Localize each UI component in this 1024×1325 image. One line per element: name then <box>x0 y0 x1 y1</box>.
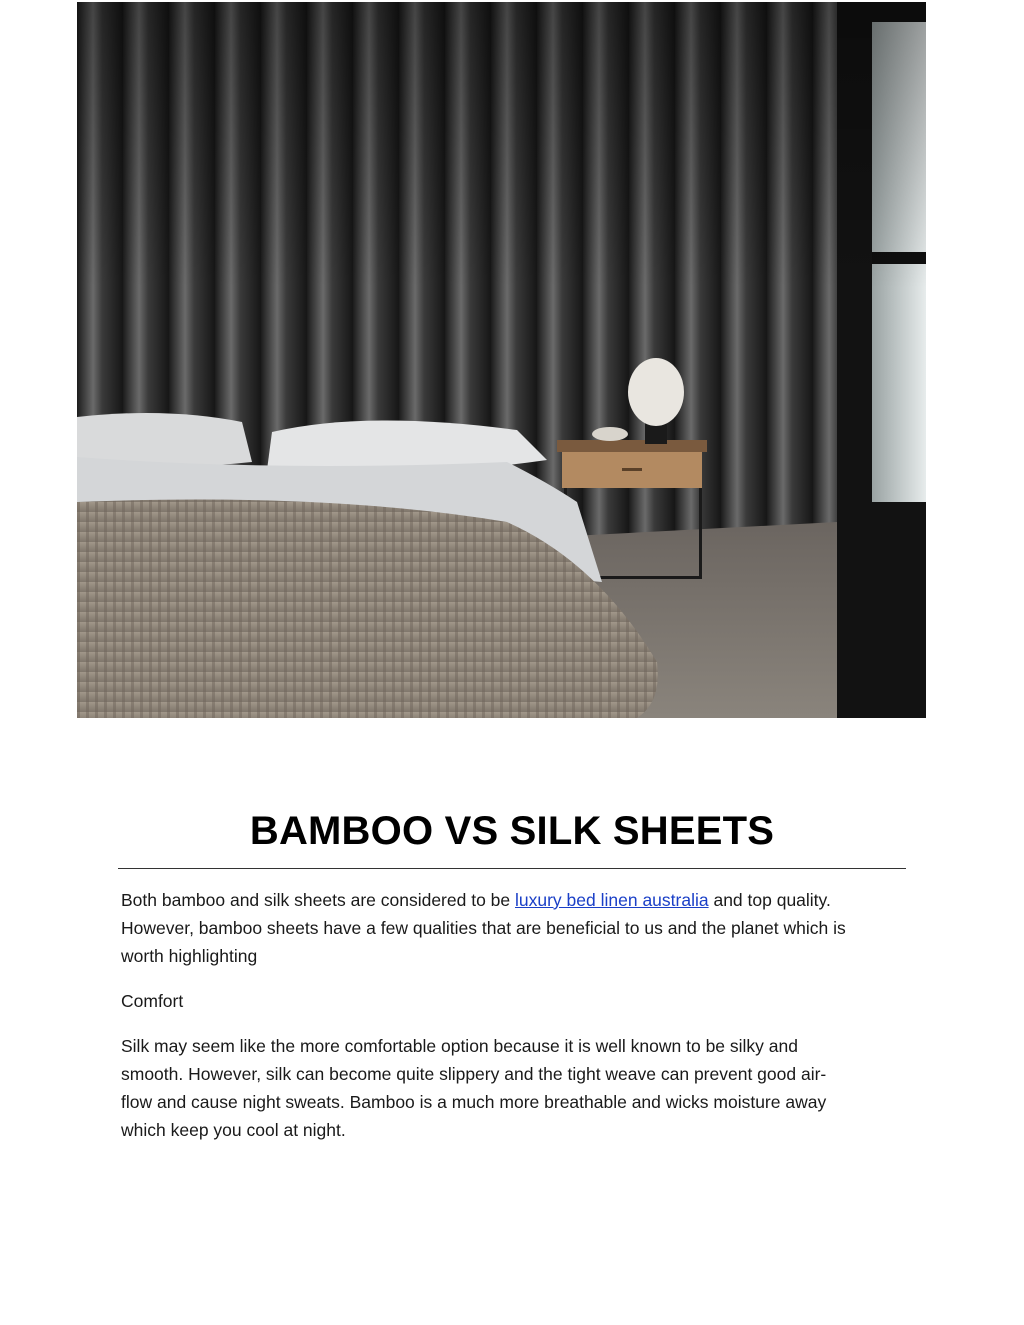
intro-text-end: and top quality. <box>708 890 831 910</box>
intro-line-3: worth highlighting <box>121 946 258 966</box>
comfort-line-4: which keep you cool at night. <box>121 1120 346 1140</box>
comfort-paragraph <box>121 1032 901 1144</box>
comfort-line-2: smooth. However, silk can become quite slippery and the tight weave can prevent good air- <box>121 1064 827 1084</box>
intro-paragraph <box>121 886 901 970</box>
comfort-line-3: flow and cause night sweats. Bamboo is a much more breathable and wicks moisture away <box>121 1092 827 1112</box>
section-heading-comfort: Comfort <box>121 991 184 1011</box>
luxury-bed-linen-link[interactable]: luxury bed linen australia <box>515 890 709 910</box>
intro-line-2: However, bamboo sheets have a few qualities that are beneficial to us and the planet which is <box>121 918 846 938</box>
page-title: BAMBOO VS SILK SHEETS <box>249 809 775 853</box>
comfort-line-1: Silk may seem like the more comfortable option because it is well known to be silky and <box>121 1036 798 1056</box>
title-divider <box>118 868 906 869</box>
hero-image <box>77 2 926 718</box>
intro-text-start: Both bamboo and silk sheets are considered to be <box>121 890 515 910</box>
